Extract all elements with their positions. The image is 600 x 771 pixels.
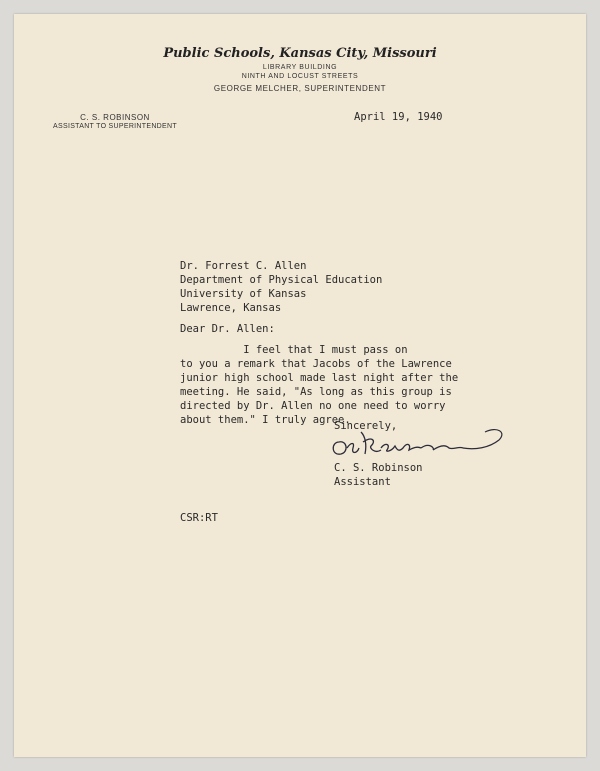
salutation: Dear Dr. Allen: — [180, 323, 275, 335]
signature-title: Assistant — [334, 476, 391, 488]
sender-name: C. S. ROBINSON — [80, 113, 150, 122]
letter-date: April 19, 1940 — [354, 111, 443, 123]
body-line: I feel that I must pass on — [180, 344, 408, 356]
recipient-university: University of Kansas — [180, 288, 307, 300]
letterhead-org: Public Schools, Kansas City, Missouri — [163, 46, 437, 61]
recipient-city: Lawrence, Kansas — [180, 302, 282, 314]
signature-name: C. S. Robinson — [334, 462, 423, 474]
recipient-dept: Department of Physical Education — [180, 274, 383, 286]
body-line: to you a remark that Jacobs of the Lawrence — [180, 358, 452, 370]
recipient-name: Dr. Forrest C. Allen — [180, 260, 307, 272]
body-line: meeting. He said, "As long as this group is — [180, 386, 452, 398]
closing: Sincerely, — [334, 420, 398, 432]
sender-title: ASSISTANT TO SUPERINTENDENT — [53, 123, 177, 130]
reference-initials: CSR:RT — [180, 512, 218, 524]
letterhead-building: LIBRARY BUILDING — [262, 64, 338, 71]
letterhead-address: NINTH AND LOCUST STREETS — [241, 73, 359, 80]
body-line: about them." I truly agree. — [180, 414, 351, 426]
body-line: junior high school made last night after the — [180, 372, 459, 384]
body-line: directed by Dr. Allen no one need to worry — [180, 400, 446, 412]
letterhead-superintendent: GEORGE MELCHER, SUPERINTENDENT — [213, 84, 387, 93]
handwritten-signature — [325, 418, 530, 463]
